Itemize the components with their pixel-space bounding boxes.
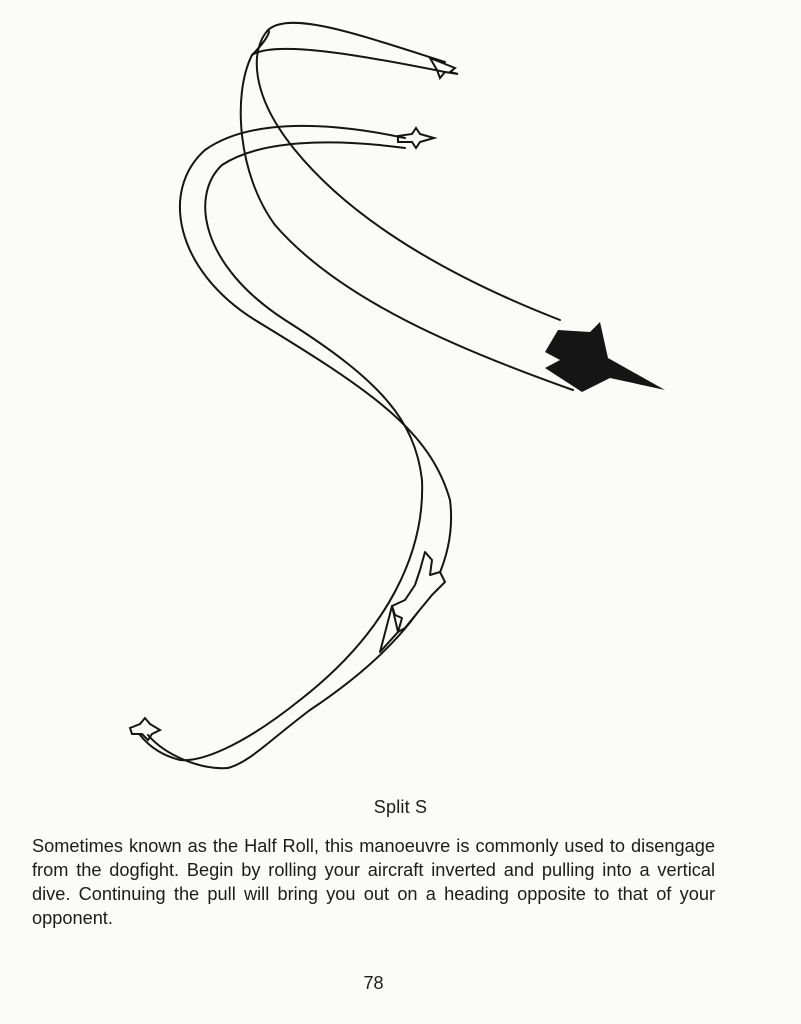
page-number: 78 [363,973,384,993]
s-ribbon-edge-a [180,126,451,768]
s-ribbon-edge-b [140,142,422,760]
figure-caption: Split S [373,797,428,817]
path-ribbon-inner-edge [241,49,573,390]
body-paragraph: Sometimes known as the Half Roll, this manoeuvre is commonly used to disengage from the dogfight. Begin by rolling your aircraft inverted and pulling into a vertical dive. Continuing the pull will bring you out on a heading opposite to that of your opponent. [32,836,715,928]
path-ribbon-outer-edge [257,23,560,320]
dark-jet-icon [545,322,665,392]
small-plane-icon-bottom [130,718,160,740]
